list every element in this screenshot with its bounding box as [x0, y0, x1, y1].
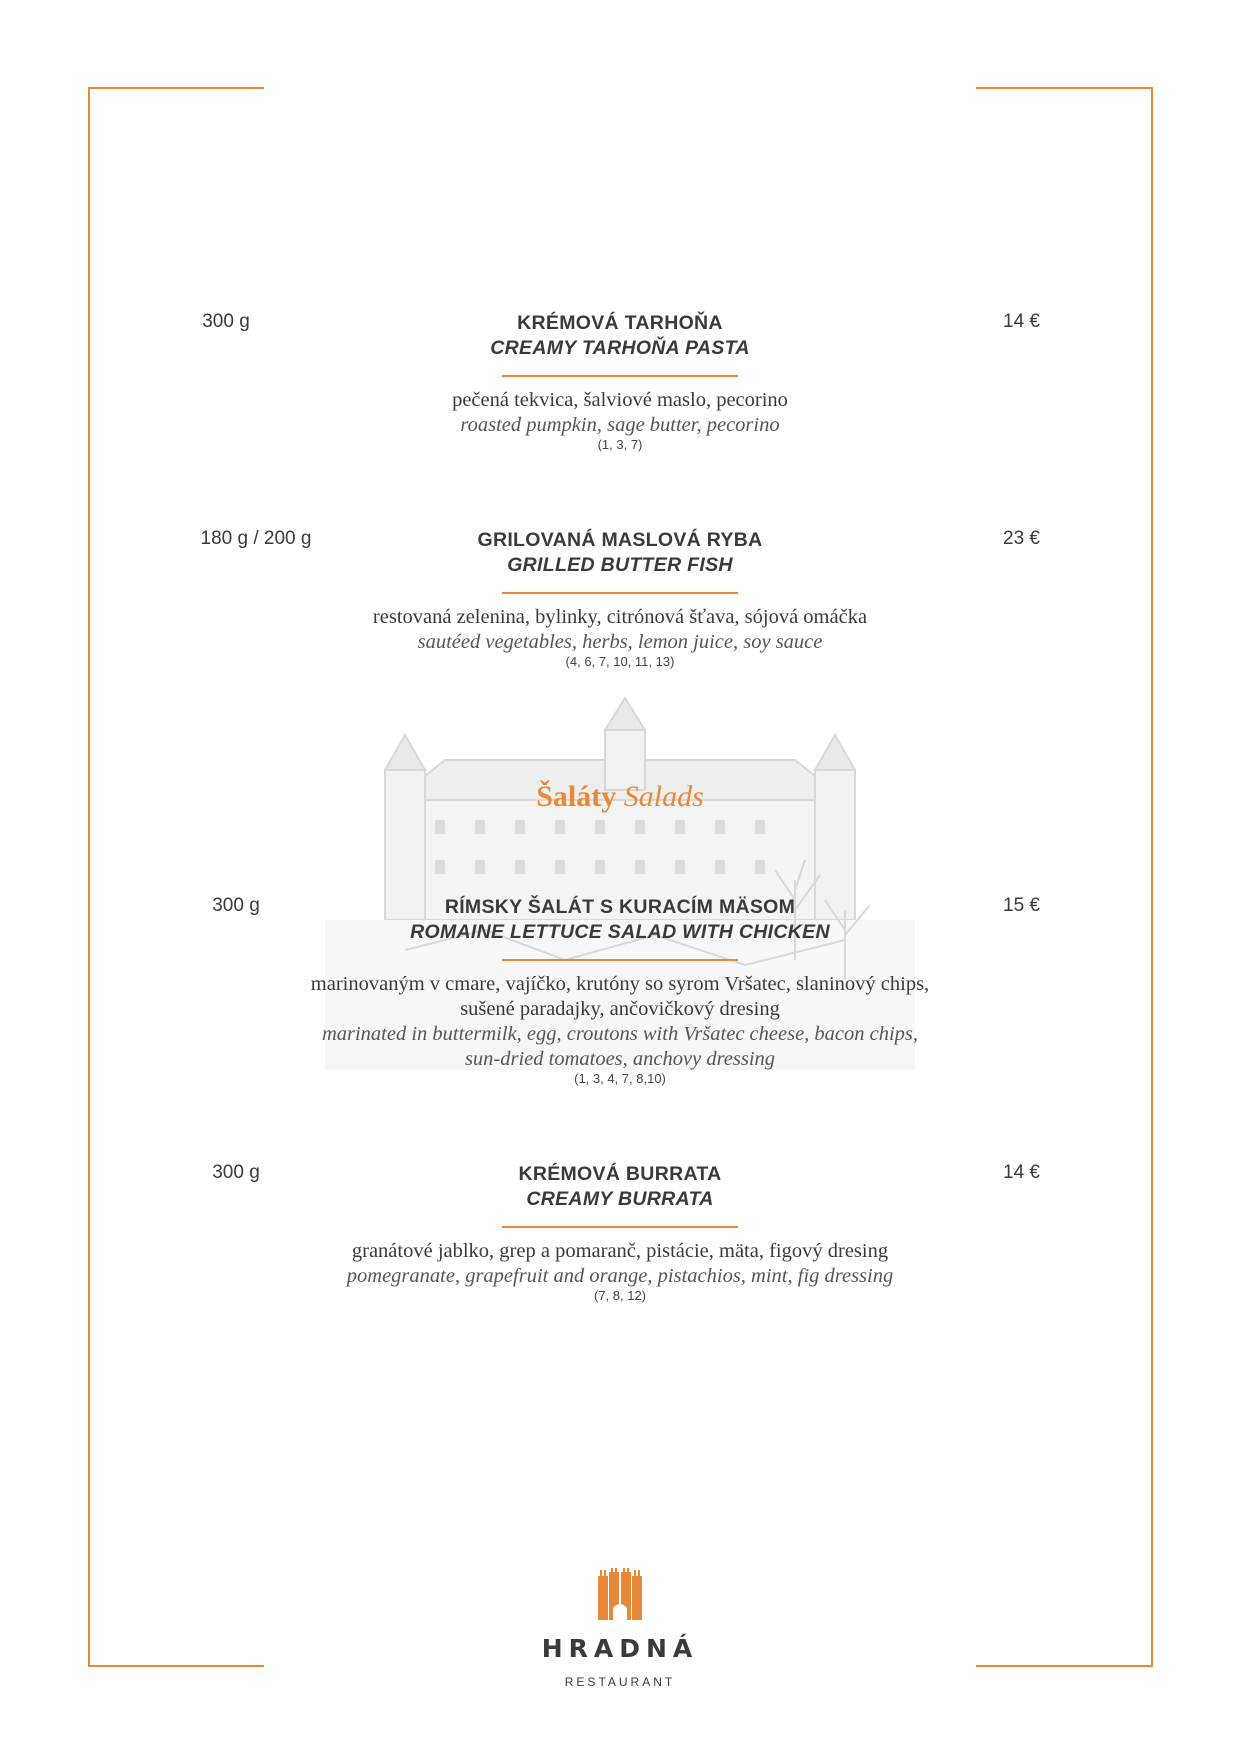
- item-details: [220, 895, 1020, 1085]
- item-name-sk: RÍMSKY ŠALÁT S KURACÍM MÄSOM: [444, 896, 796, 918]
- item-allergens: (7, 8, 12): [593, 1288, 647, 1303]
- item-details: [370, 311, 870, 451]
- divider: [502, 1226, 738, 1228]
- item-weight: 180 g / 200 g: [200, 528, 312, 549]
- item-allergens: (1, 3, 7): [597, 437, 643, 452]
- section-title-en: Salads: [623, 780, 704, 813]
- divider: [502, 959, 738, 961]
- item-description-sk: granátové jablko, grep a pomaranč, pistácie, mäta, figový dresing: [351, 1240, 889, 1262]
- item-name-sk: GRILOVANÁ MASLOVÁ RYBA: [477, 529, 763, 551]
- frame-top-right: [976, 87, 1153, 89]
- item-description-sk: pečená tekvica, šalviové maslo, pecorino: [452, 389, 788, 411]
- logo-subtitle: RESTAURANT: [564, 1675, 676, 1689]
- item-description-en-line1: marinated in buttermilk, egg, croutons with Vršatec cheese, bacon chips,: [321, 1023, 919, 1045]
- item-name-en: CREAMY BURRATA: [526, 1188, 714, 1210]
- logo-name: HRADNÁ: [541, 1634, 699, 1663]
- item-price: 14 €: [1003, 311, 1040, 332]
- item-description-en-line2: sun-dried tomatoes, anchovy dressing: [464, 1048, 776, 1070]
- item-weight: 300 g: [212, 1162, 260, 1183]
- item-name-en: ROMAINE LETTUCE SALAD WITH CHICKEN: [410, 921, 830, 943]
- restaurant-logo: [520, 1568, 720, 1689]
- item-allergens: (1, 3, 4, 7, 8,10): [574, 1071, 666, 1086]
- item-name-en: GRILLED BUTTER FISH: [507, 554, 733, 576]
- item-price: 15 €: [1003, 895, 1040, 916]
- divider: [502, 592, 738, 594]
- item-weight: 300 g: [212, 895, 260, 916]
- item-allergens: (4, 6, 7, 10, 11, 13): [565, 654, 675, 669]
- item-price: 14 €: [1003, 1162, 1040, 1183]
- frame-top-left: [88, 87, 264, 89]
- item-description-en: roasted pumpkin, sage butter, pecorino: [460, 414, 780, 436]
- section-title-salads: [0, 780, 1240, 814]
- castle-towers-icon: [598, 1568, 642, 1620]
- item-description-sk-line2: sušené paradajky, ančovičkový dresing: [460, 998, 780, 1020]
- item-details: [270, 1162, 970, 1302]
- item-name-en: CREAMY TARHOŇA PASTA: [490, 337, 750, 359]
- item-description-en: sautéed vegetables, herbs, lemon juice, soy sauce: [417, 631, 823, 653]
- frame-right: [1151, 87, 1153, 1667]
- frame-bottom-right: [976, 1665, 1153, 1667]
- section-title-sk: Šaláty: [536, 780, 617, 813]
- frame-bottom-left: [88, 1665, 264, 1667]
- item-description-en: pomegranate, grapefruit and orange, pistachios, mint, fig dressing: [346, 1265, 894, 1287]
- divider: [502, 375, 738, 377]
- item-details: [370, 528, 870, 668]
- item-weight: 300 g: [202, 311, 250, 332]
- item-name-sk: KRÉMOVÁ TARHOŇA: [517, 312, 723, 334]
- frame-left: [88, 87, 90, 1667]
- item-description-sk-line1: marinovaným v cmare, vajíčko, krutóny so syrom Vršatec, slaninový chips,: [310, 973, 930, 995]
- item-description-sk: restovaná zelenina, bylinky, citrónová šťava, sójová omáčka: [372, 606, 868, 628]
- item-price: 23 €: [1003, 528, 1040, 549]
- item-name-sk: KRÉMOVÁ BURRATA: [518, 1163, 722, 1185]
